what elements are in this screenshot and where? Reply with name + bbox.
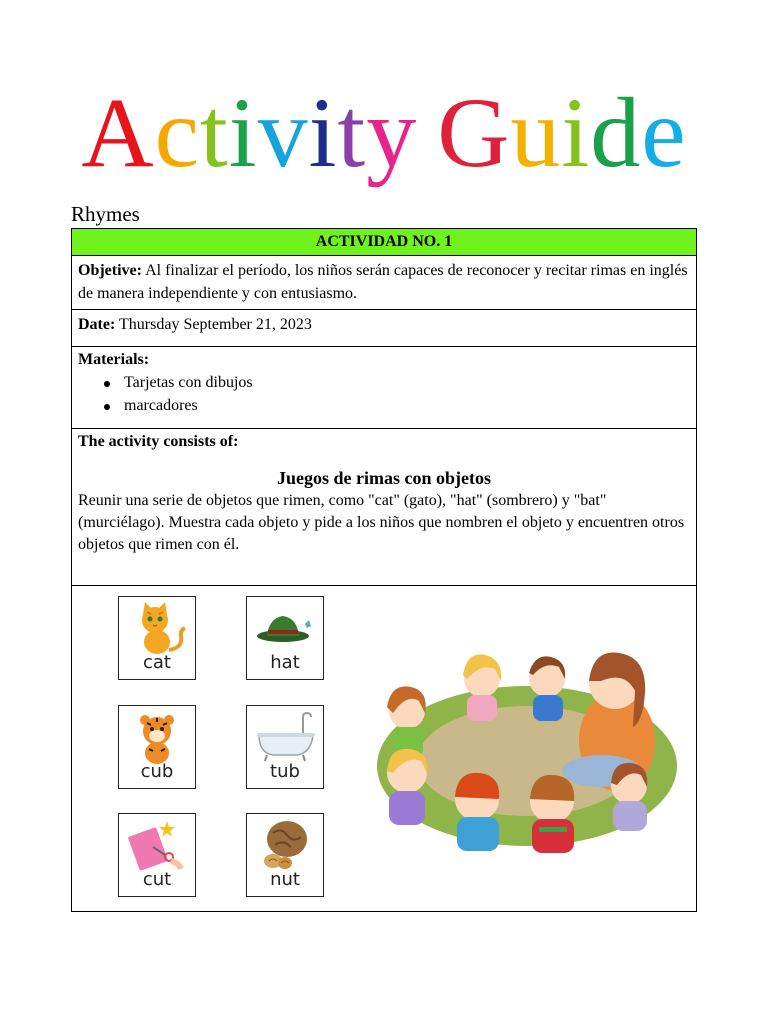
children-circle-illustration <box>367 621 687 866</box>
objective-row <box>72 256 696 310</box>
bathtub-icon <box>251 709 319 767</box>
tiger-cub-icon <box>123 709 191 767</box>
objective-label: Objetive: <box>78 262 142 279</box>
card-word-tub: tub <box>270 761 300 782</box>
title-letter: i <box>228 77 258 188</box>
objective-text: Al finalizar el período, los niños serán capaces de reconocer y recitar rimas en inglés de manera independiente y con entusiasmo. <box>78 262 688 302</box>
hat-card <box>246 596 324 680</box>
card-word-cat: cat <box>143 652 171 673</box>
title-letter: d <box>590 77 642 188</box>
cat-icon <box>123 600 191 658</box>
title-letter: t <box>200 77 229 188</box>
title-letter: i <box>561 77 591 188</box>
card-word-hat: hat <box>270 652 300 673</box>
title-letter: i <box>308 77 338 188</box>
cut-card <box>118 813 196 897</box>
list-item: Tarjetas con dibujos <box>124 371 690 394</box>
cub-card <box>118 705 196 789</box>
card-word-nut: nut <box>270 869 300 890</box>
consists-label: The activity consists of: <box>78 433 239 450</box>
title-letter: A <box>81 77 155 188</box>
card-word-cut: cut <box>142 869 172 890</box>
game-title: Juegos de rimas con objetos <box>277 468 491 488</box>
cat-card <box>118 596 196 680</box>
title-letter: y <box>366 77 418 188</box>
materials-row <box>72 347 696 429</box>
images-row <box>72 586 696 912</box>
tub-card <box>246 705 324 789</box>
materials-label: Materials: <box>78 351 150 368</box>
title-letter: G <box>437 77 511 188</box>
list-item: marcadores <box>124 394 690 417</box>
scissors-paper-icon <box>123 817 191 875</box>
game-description: Reunir una serie de objetos que rimen, como "cat" (gato), "hat" (sombrero) y "bat" (murciélago). Muestra cada objeto y pide a los niños que nombren el objeto y encuentren otros objetos que rimen con él. <box>78 492 685 553</box>
date-text: Thursday September 21, 2023 <box>115 316 312 333</box>
materials-list <box>78 371 690 417</box>
activity-table <box>71 228 697 912</box>
date-label: Date: <box>78 316 116 333</box>
title-letter <box>417 78 437 188</box>
page-title <box>0 78 768 188</box>
hat-icon <box>251 600 319 658</box>
title-letter: u <box>510 77 562 188</box>
nut-card <box>246 813 324 897</box>
activity-number: ACTIVIDAD NO. 1 <box>72 229 696 256</box>
card-word-cub: cub <box>140 761 174 782</box>
title-letter: e <box>641 77 687 188</box>
date-row <box>72 310 696 347</box>
activity-row <box>72 429 696 586</box>
subtitle: Rhymes <box>71 202 140 226</box>
title-letter: v <box>257 77 309 188</box>
title-letter: c <box>154 77 200 188</box>
walnut-icon <box>251 817 319 875</box>
title-letter: t <box>337 77 367 188</box>
